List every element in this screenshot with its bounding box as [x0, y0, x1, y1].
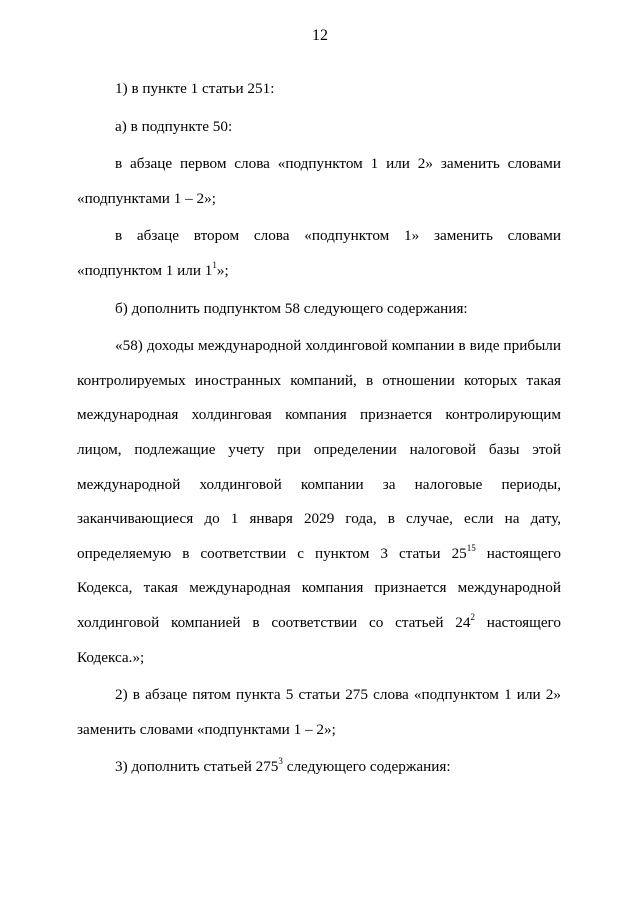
superscript: 15 — [466, 542, 476, 553]
text-run: 3) дополнить статьей 275 — [115, 758, 279, 776]
superscript: 3 — [278, 756, 283, 767]
text-run: »; — [216, 261, 229, 279]
paragraph-subitem-a: а) в подпункте 50: — [115, 117, 233, 135]
superscript: 2 — [470, 611, 475, 622]
paragraph-second-abzac — [77, 219, 561, 288]
superscript: 1 — [212, 259, 217, 270]
text-run: в абзаце втором слова «подпунктом 1» заменить словами «подпунктом 1 или 1 — [77, 227, 561, 279]
paragraph-first-abzac: в абзаце первом слова «подпунктом 1 или 2» заменить словами «подпунктами 1 – 2»; — [77, 155, 561, 207]
text-run: «58) доходы международной холдинговой компании в виде прибыли контролируемых иностранных компаний, в отношении которых такая международная холдинговая компания признается контролирующим лицом, подлежащие учету при определении налоговой базы этой международной холдинговой компании за налоговые периоды, заканчивающиеся до 1 января 2029 года, в случае, если на дату, определяемую в соответствии с пунктом 3 статьи 25 — [77, 337, 561, 562]
text-run: настоящего Кодекса, такая международная компания признается международной холдинговой компанией в соответствии со статьей 24 — [77, 544, 562, 631]
text-run: следующего содержания: — [282, 758, 451, 776]
document-body — [77, 72, 561, 785]
paragraph-subitem-b: б) дополнить подпунктом 58 следующего содержания: — [115, 299, 468, 317]
paragraph-subpoint-58 — [77, 329, 561, 675]
text-run: настоящего Кодекса.»; — [77, 613, 561, 666]
paragraph-item-2: 2) в абзаце пятом пункта 5 статьи 275 слова «подпунктом 1 или 2» заменить словами «подпунктами 1 – 2»; — [77, 686, 561, 738]
paragraph-item-1: 1) в пункте 1 статьи 251: — [115, 80, 275, 97]
paragraph-item-3 — [77, 750, 561, 785]
page-number: 12 — [312, 27, 328, 44]
